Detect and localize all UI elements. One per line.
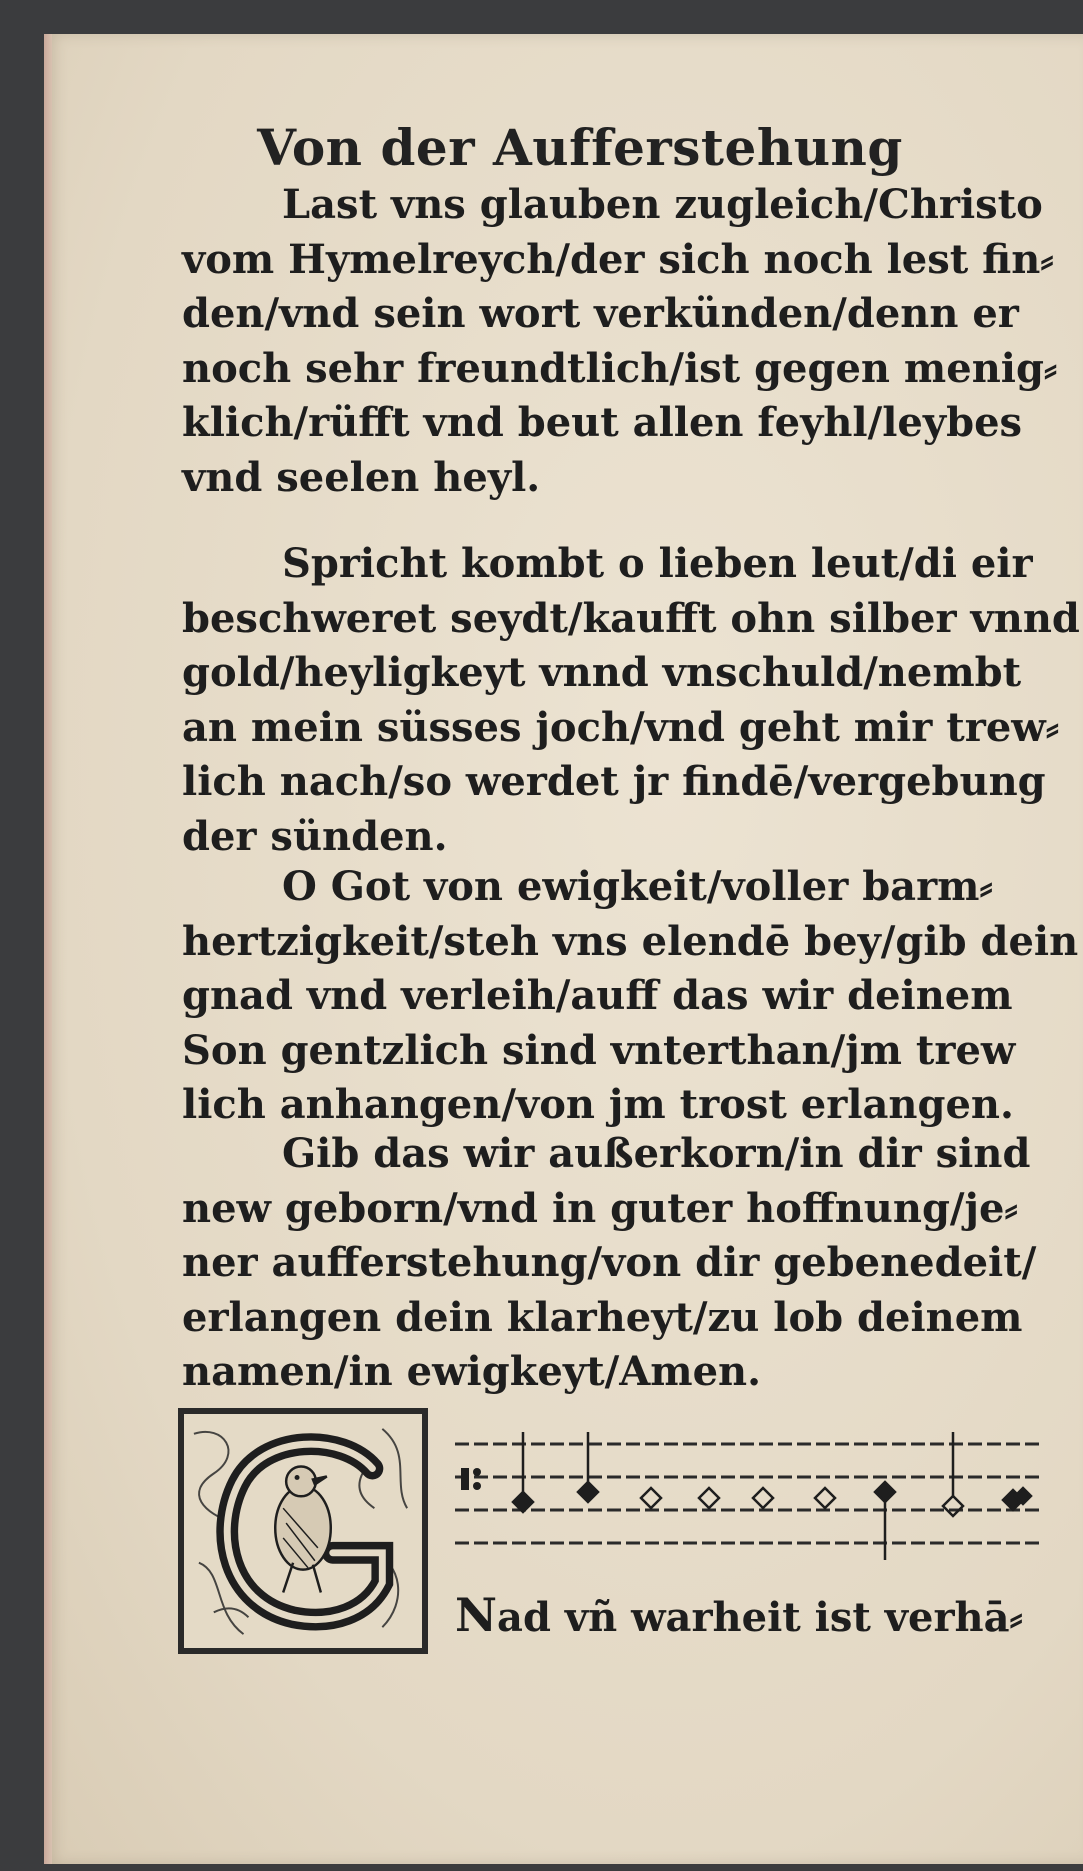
stanza-line: an mein süsses joch/vnd geht mir trew⸗ xyxy=(182,703,1060,751)
stanza-3 xyxy=(182,860,1079,1133)
stanza-line: noch sehr freundtlich/ist gegen menig⸗ xyxy=(182,344,1058,392)
stanza-line: den/vnd sein wort verkünden/denn er xyxy=(182,290,1019,337)
stanza-line: namen/in ewigkeyt/Amen. xyxy=(182,1348,762,1395)
stanza-4 xyxy=(182,1127,1052,1400)
stanza-1 xyxy=(182,178,1058,505)
stanza-line: klich/rüfft vnd beut allen feyhl/leybes xyxy=(182,399,1023,446)
stanza-line: vnd seelen heyl. xyxy=(182,453,541,501)
stanza-line: new geborn/vnd in guter hoffnung/je⸗ xyxy=(182,1184,1018,1232)
clef-icon xyxy=(461,1468,481,1490)
stanza-line: Spricht kombt o lieben leut/di eir xyxy=(282,540,1033,587)
decorated-initial xyxy=(178,1408,428,1654)
stanza-line: ner aufferstehung/von dir gebenedeit/ xyxy=(182,1239,1037,1286)
stanza-line: gold/heyligkeyt vnnd vnschuld/nembt xyxy=(182,649,1022,696)
stanza-line: hertzigkeit/steh vns elendē bey/gib dein xyxy=(182,917,1079,965)
stanza-2 xyxy=(182,537,1080,864)
stanza-line: lich anhangen/von jm trost erlangen. xyxy=(182,1081,1014,1128)
stanza-line: gnad vnd verleih/auff das wir deinem xyxy=(182,972,1013,1019)
stanza-line: der sünden. xyxy=(182,812,448,860)
music-text: ad vñ warheit ist verhā⸗ xyxy=(497,1594,1023,1641)
music-text-cap: N xyxy=(455,1588,498,1642)
woodcut-initial-icon xyxy=(184,1414,422,1648)
stanza-line: vom Hymelreych/der sich noch lest fin⸗ xyxy=(182,235,1054,283)
running-head: Von der Aufferstehung xyxy=(257,118,903,177)
stanza-line: Son gentzlich sind vnterthan/jm trew xyxy=(182,1026,1016,1074)
music-text-line xyxy=(455,1588,1055,1642)
music-staff xyxy=(455,1432,1045,1562)
stanza-line: erlangen dein klarheyt/zu lob deinem xyxy=(182,1293,1023,1341)
stanza-line: beschweret seydt/kaufft ohn silber vnnd xyxy=(182,594,1080,642)
page-edge xyxy=(44,34,52,1864)
stanza-line: Last vns glauben zugleich/Christo xyxy=(282,181,1043,228)
stanza-line: Gib das wir außerkorn/in dir sind xyxy=(282,1130,1031,1177)
stanza-line: O Got von ewigkeit/voller barm⸗ xyxy=(282,863,993,910)
stanza-line: lich nach/so werdet jr findē/vergebung xyxy=(182,758,1046,805)
